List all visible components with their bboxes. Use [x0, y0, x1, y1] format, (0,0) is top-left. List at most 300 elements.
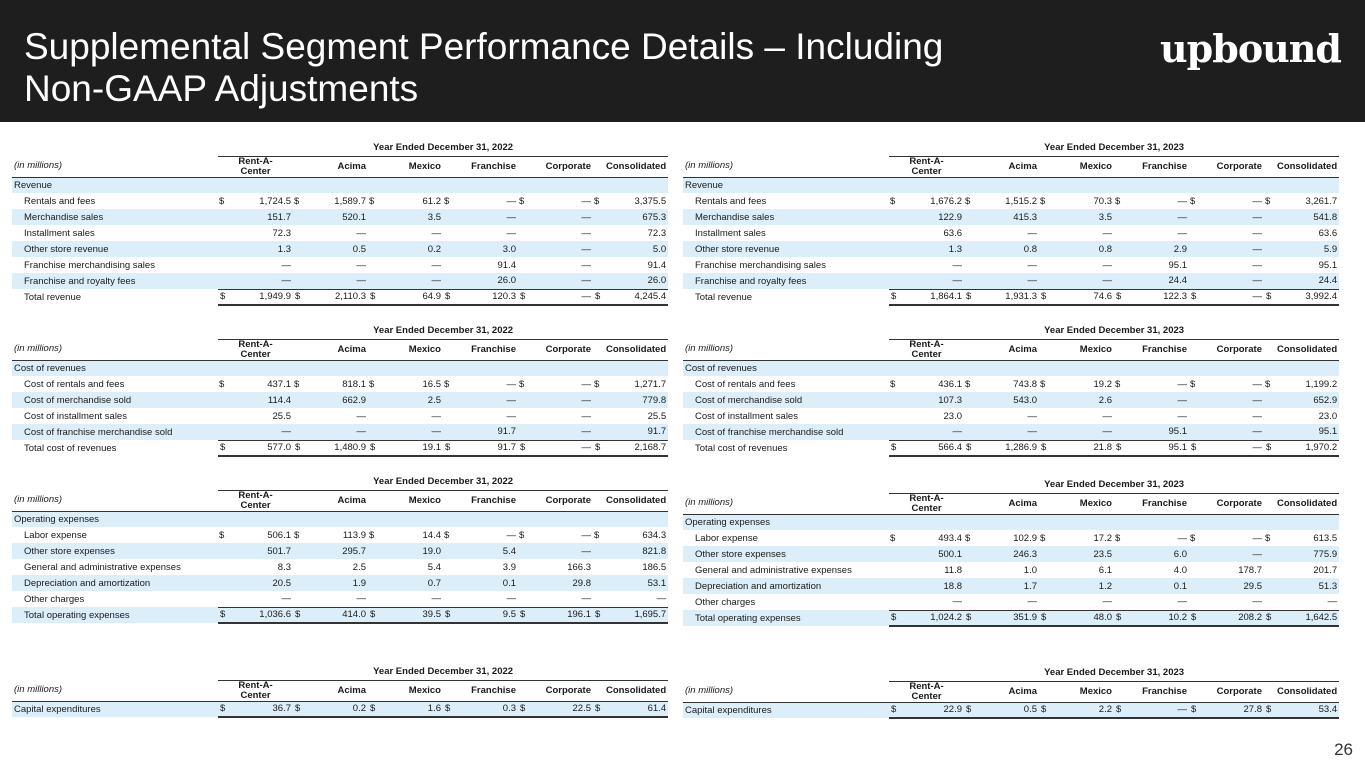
dollar-sign: $	[368, 701, 378, 717]
column-header-row	[683, 156, 1339, 177]
table-row	[683, 273, 1339, 289]
column-header-rac: Rent-A- Center	[218, 490, 293, 511]
dollar-sign	[1189, 241, 1199, 257]
dollar-sign	[218, 591, 228, 607]
cell-value: —	[506, 529, 516, 541]
dollar-sign	[889, 257, 899, 273]
dollar-sign: $	[294, 378, 300, 390]
cell-value: —	[1177, 532, 1187, 544]
dollar-sign: $	[890, 378, 896, 390]
total-value: —	[528, 440, 593, 456]
dollar-sign: $	[889, 702, 899, 718]
total-value: 74.6	[1049, 289, 1114, 305]
cell-value: 246.3	[974, 546, 1039, 562]
dollar-sign	[889, 546, 899, 562]
dollar-sign: $	[1190, 378, 1196, 390]
cell-value: 295.7	[303, 543, 368, 559]
cell-value: —	[1027, 227, 1037, 239]
dollar-sign	[368, 273, 378, 289]
cell-value: 506.1	[267, 529, 291, 541]
row-label: Cost of merchandise sold	[683, 392, 889, 408]
cell-value: —	[1199, 424, 1264, 440]
total-row	[12, 440, 668, 456]
dollar-sign: $	[1189, 702, 1199, 718]
dollar-sign	[1114, 424, 1124, 440]
cell-value: 2.6	[1049, 392, 1114, 408]
cell-value: —	[974, 273, 1039, 289]
year-header-row	[12, 140, 668, 156]
dollar-sign	[964, 562, 974, 578]
dollar-sign: $	[1265, 195, 1271, 207]
total-value: 414.0	[303, 607, 368, 623]
dollar-sign	[889, 273, 899, 289]
cell-value: —	[528, 392, 593, 408]
table-row	[12, 575, 668, 591]
cell-value: 19.0	[378, 543, 443, 559]
column-header-consolidated: Consolidated	[1264, 339, 1339, 360]
dollar-sign	[1039, 578, 1049, 594]
dollar-sign	[518, 543, 528, 559]
cell-value: 91.4	[647, 259, 667, 271]
row-label: Franchise merchandising sales	[695, 259, 826, 271]
cell-value: —	[356, 593, 366, 605]
row-label: Rentals and fees	[695, 195, 767, 207]
dollar-sign: $	[964, 702, 974, 718]
dollar-sign: $	[1039, 702, 1049, 718]
cell-value: 16.5	[422, 378, 441, 390]
cell-value: —	[1199, 241, 1264, 257]
column-header-franchise: Franchise	[1114, 493, 1189, 514]
cell-value: 201.7	[1313, 564, 1338, 576]
row-label: Merchandise sales	[12, 209, 218, 225]
dollar-sign	[368, 408, 378, 424]
table-row	[12, 209, 668, 225]
year-header-row	[12, 664, 668, 680]
cell-value: —	[581, 593, 591, 605]
cell-value: 23.0	[943, 410, 962, 422]
dollar-sign: $	[1189, 610, 1199, 626]
cell-value: —	[1252, 410, 1262, 422]
column-header-franchise: Franchise	[1114, 156, 1189, 177]
financial-table	[683, 477, 1339, 627]
total-label: Total cost of revenues	[24, 442, 117, 454]
column-header-acima: Acima	[964, 339, 1039, 360]
dollar-sign: $	[443, 701, 453, 717]
dollar-sign: $	[218, 289, 228, 305]
row-label: Labor expense	[695, 532, 758, 544]
dollar-sign	[443, 392, 453, 408]
cell-value: 20.5	[228, 575, 293, 591]
table-row	[683, 209, 1339, 225]
dollar-sign: $	[519, 529, 525, 541]
dollar-sign	[1114, 257, 1124, 273]
cell-value: —	[506, 593, 516, 605]
dollar-sign	[593, 273, 603, 289]
dollar-sign	[1039, 594, 1049, 610]
dollar-sign: $	[965, 195, 971, 207]
cell-value: 95.1	[1274, 424, 1339, 440]
table-row	[683, 241, 1339, 257]
dollar-sign	[518, 591, 528, 607]
dollar-sign: $	[1189, 440, 1199, 456]
dollar-sign	[889, 408, 899, 424]
row-label: Labor expense	[24, 529, 87, 541]
column-header-corporate: Corporate	[518, 339, 593, 360]
dollar-sign	[593, 591, 603, 607]
table-row	[12, 273, 668, 289]
dollar-sign	[1114, 273, 1124, 289]
dollar-sign	[293, 392, 303, 408]
cell-value: —	[281, 593, 291, 605]
total-value: 120.3	[453, 289, 518, 305]
year-label: Year Ended December 31, 2023	[889, 477, 1339, 493]
dollar-sign: $	[1264, 289, 1274, 305]
table-row	[12, 591, 668, 607]
dollar-sign: $	[218, 440, 228, 456]
dollar-sign	[964, 392, 974, 408]
dollar-sign	[1264, 209, 1274, 225]
year-label: Year Ended December 31, 2022	[218, 323, 668, 339]
dollar-sign	[593, 225, 603, 241]
cell-value: 0.7	[378, 575, 443, 591]
total-label: Total revenue	[24, 291, 82, 303]
section-label: Revenue	[12, 177, 668, 193]
total-value: 21.8	[1049, 440, 1114, 456]
dollar-sign: $	[1115, 195, 1121, 207]
row-label: Other charges	[24, 593, 85, 605]
dollar-sign	[518, 257, 528, 273]
total-value: 0.5	[974, 702, 1039, 718]
cell-value: —	[228, 424, 293, 440]
cell-value: 818.1	[342, 378, 366, 390]
dollar-sign: $	[1114, 702, 1124, 718]
cell-value: 63.6	[1318, 227, 1338, 239]
total-row	[12, 289, 668, 305]
cell-value: 26.0	[603, 273, 668, 289]
dollar-sign: $	[294, 195, 300, 207]
total-row	[12, 607, 668, 623]
cell-value: —	[506, 378, 516, 390]
dollar-sign: $	[593, 701, 603, 717]
cell-value: 613.5	[1313, 532, 1338, 544]
dollar-sign	[293, 424, 303, 440]
cell-value: 1,515.2	[1005, 195, 1037, 207]
cell-value: 0.8	[1049, 241, 1114, 257]
cell-value: —	[1252, 532, 1262, 544]
total-value: 64.9	[378, 289, 443, 305]
dollar-sign: $	[1114, 440, 1124, 456]
total-row	[683, 610, 1339, 626]
cell-value: —	[431, 593, 441, 605]
dollar-sign: $	[443, 440, 453, 456]
cell-value: 5.4	[427, 561, 441, 573]
cell-value: 29.8	[528, 575, 593, 591]
dollar-sign: $	[219, 378, 225, 390]
units-label: (in millions)	[12, 339, 218, 360]
cell-value: —	[1177, 195, 1187, 207]
dollar-sign	[1264, 273, 1274, 289]
column-header-row	[12, 156, 668, 177]
cell-value: —	[506, 410, 516, 422]
total-value: 196.1	[528, 607, 593, 623]
row-label: Cost of rentals and fees	[24, 378, 125, 390]
cell-value: —	[581, 529, 591, 541]
total-value: 4,245.4	[603, 289, 668, 305]
cell-value: 743.8	[1013, 378, 1037, 390]
total-label: Total revenue	[695, 291, 753, 303]
total-value: 61.4	[603, 701, 668, 717]
cell-value: —	[506, 195, 516, 207]
cell-value: —	[431, 259, 441, 271]
cell-value: 63.6	[943, 227, 962, 239]
cell-value: —	[1177, 378, 1187, 390]
dollar-sign: $	[889, 610, 899, 626]
cell-value: —	[1102, 227, 1112, 239]
dollar-sign: $	[1115, 532, 1121, 544]
dollar-sign: $	[218, 607, 228, 623]
cell-value: 779.8	[603, 392, 668, 408]
total-value: 1,970.2	[1274, 440, 1339, 456]
cell-value: 1,271.7	[634, 378, 667, 390]
total-value: 19.1	[378, 440, 443, 456]
dollar-sign: $	[964, 289, 974, 305]
table-row	[683, 424, 1339, 440]
cell-value: 2.5	[352, 561, 366, 573]
dollar-sign: $	[1264, 610, 1274, 626]
dollar-sign	[218, 257, 228, 273]
dollar-sign: $	[518, 701, 528, 717]
total-value: 95.1	[1124, 440, 1189, 456]
total-value: 1,024.2	[899, 610, 964, 626]
cell-value: —	[528, 209, 593, 225]
cell-value: —	[1177, 410, 1187, 422]
total-label: Total operating expenses	[12, 607, 218, 623]
cell-value: 493.4	[938, 532, 962, 544]
dollar-sign	[964, 578, 974, 594]
cell-value: 26.0	[453, 273, 518, 289]
cell-value: 25.5	[272, 410, 291, 422]
section-header-row	[683, 360, 1339, 376]
cell-value: 18.8	[899, 578, 964, 594]
table-row	[683, 408, 1339, 424]
dollar-sign	[368, 543, 378, 559]
row-label: Cost of merchandise sold	[12, 392, 218, 408]
financial-table	[683, 140, 1339, 306]
column-header-acima: Acima	[964, 493, 1039, 514]
column-header-rac: Rent-A- Center	[218, 339, 293, 360]
dollar-sign	[1039, 562, 1049, 578]
cell-value: 500.1	[899, 546, 964, 562]
upbound-logo: upbound	[1160, 26, 1341, 71]
dollar-sign	[889, 562, 899, 578]
row-label: Cost of rentals and fees	[695, 378, 796, 390]
dollar-sign	[889, 392, 899, 408]
cell-value: —	[656, 593, 667, 605]
column-header-consolidated: Consolidated	[593, 156, 668, 177]
total-value: 1,695.7	[603, 607, 668, 623]
dollar-sign	[964, 424, 974, 440]
units-label: (in millions)	[12, 490, 218, 511]
cell-value: 3.9	[502, 561, 516, 573]
dollar-sign	[293, 241, 303, 257]
dollar-sign	[593, 257, 603, 273]
total-label: Total cost of revenues	[695, 442, 788, 454]
column-header-acima: Acima	[293, 156, 368, 177]
dollar-sign: $	[369, 195, 375, 207]
cell-value: 51.3	[1274, 578, 1339, 594]
dollar-sign	[1189, 225, 1199, 241]
dollar-sign	[368, 591, 378, 607]
cell-value: —	[1124, 392, 1189, 408]
table-row	[683, 225, 1339, 241]
total-value: 0.3	[453, 701, 518, 717]
total-label: Capital expenditures	[683, 702, 889, 718]
table-row	[683, 594, 1339, 610]
column-header-franchise: Franchise	[1114, 339, 1189, 360]
dollar-sign	[518, 273, 528, 289]
cell-value: 91.7	[603, 424, 668, 440]
column-header-mexico: Mexico	[368, 339, 443, 360]
dollar-sign: $	[965, 378, 971, 390]
year-header-row	[12, 323, 668, 339]
dollar-sign	[1264, 546, 1274, 562]
dollar-sign	[1039, 424, 1049, 440]
dollar-sign: $	[293, 701, 303, 717]
dollar-sign: $	[890, 532, 896, 544]
dollar-sign: $	[444, 529, 450, 541]
cell-value: 0.8	[974, 241, 1039, 257]
dollar-sign	[1114, 546, 1124, 562]
cell-value: 1.3	[228, 241, 293, 257]
table-row	[683, 578, 1339, 594]
cell-value: 3.5	[1049, 209, 1114, 225]
column-header-acima: Acima	[293, 339, 368, 360]
dollar-sign	[368, 241, 378, 257]
cell-value: 3.0	[453, 241, 518, 257]
dollar-sign	[1264, 392, 1274, 408]
dollar-sign	[443, 575, 453, 591]
dollar-sign	[964, 546, 974, 562]
dollar-sign	[1114, 392, 1124, 408]
cell-value: 1.3	[899, 241, 964, 257]
table-row	[12, 543, 668, 559]
dollar-sign: $	[444, 195, 450, 207]
dollar-sign	[368, 392, 378, 408]
cell-value: 5.0	[603, 241, 668, 257]
row-label: General and administrative expenses	[695, 564, 852, 576]
table-row	[12, 257, 668, 273]
dollar-sign	[889, 225, 899, 241]
slide-title: Supplemental Segment Performance Details – Including Non-GAAP Adjustments	[24, 26, 944, 109]
dollar-sign: $	[1040, 195, 1046, 207]
table-row	[12, 527, 668, 543]
cell-value: —	[1199, 392, 1264, 408]
units-label: (in millions)	[12, 156, 218, 177]
column-header-corporate: Corporate	[1189, 681, 1264, 702]
dollar-sign	[1039, 225, 1049, 241]
column-header-acima: Acima	[964, 156, 1039, 177]
cell-value: —	[528, 273, 593, 289]
slide-header	[0, 0, 1365, 122]
cost-of-revenues-table-2022	[12, 323, 668, 457]
table-row	[12, 225, 668, 241]
total-value: 1,286.9	[974, 440, 1039, 456]
dollar-sign	[1039, 408, 1049, 424]
financial-table	[683, 323, 1339, 457]
dollar-sign	[593, 209, 603, 225]
row-label: Franchise merchandising sales	[24, 259, 155, 271]
dollar-sign	[1114, 408, 1124, 424]
dollar-sign: $	[890, 195, 896, 207]
dollar-sign	[443, 225, 453, 241]
dollar-sign: $	[1264, 440, 1274, 456]
total-value: 1,864.1	[899, 289, 964, 305]
cell-value: 72.3	[272, 227, 291, 239]
total-value: 1,949.9	[228, 289, 293, 305]
total-value: 91.7	[453, 440, 518, 456]
row-label: Installment sales	[24, 227, 95, 239]
column-header-mexico: Mexico	[1039, 493, 1114, 514]
cell-value: 186.5	[642, 561, 667, 573]
cell-value: 4.0	[1173, 564, 1187, 576]
dollar-sign	[1039, 392, 1049, 408]
dollar-sign	[1039, 257, 1049, 273]
financial-table	[12, 474, 668, 624]
dollar-sign	[1264, 257, 1274, 273]
dollar-sign: $	[593, 440, 603, 456]
table-row	[12, 424, 668, 440]
table-row	[12, 193, 668, 209]
cell-value: —	[1049, 273, 1114, 289]
cell-value: —	[528, 543, 593, 559]
column-header-rac: Rent-A- Center	[218, 680, 293, 701]
row-label: Cost of installment sales	[24, 410, 127, 422]
dollar-sign	[1264, 578, 1274, 594]
total-row	[683, 289, 1339, 305]
column-header-mexico: Mexico	[1039, 156, 1114, 177]
column-header-consolidated: Consolidated	[1264, 681, 1339, 702]
column-header-rac: Rent-A- Center	[889, 493, 964, 514]
row-label: Franchise and royalty fees	[12, 273, 218, 289]
column-header-rac: Rent-A- Center	[889, 681, 964, 702]
row-label: General and administrative expenses	[24, 561, 181, 573]
dollar-sign	[293, 559, 303, 575]
dollar-sign	[443, 408, 453, 424]
year-label: Year Ended December 31, 2022	[218, 664, 668, 680]
cell-value: 436.1	[938, 378, 962, 390]
units-label: (in millions)	[12, 680, 218, 701]
cell-value: 1,589.7	[334, 195, 366, 207]
table-row	[12, 559, 668, 575]
table-row	[683, 257, 1339, 273]
column-header-mexico: Mexico	[1039, 681, 1114, 702]
dollar-sign	[889, 578, 899, 594]
cell-value: 91.4	[497, 259, 516, 271]
table-row	[683, 193, 1339, 209]
dollar-sign	[1039, 241, 1049, 257]
dollar-sign	[1114, 209, 1124, 225]
dollar-sign	[443, 591, 453, 607]
dollar-sign: $	[1039, 610, 1049, 626]
cell-value: —	[581, 378, 591, 390]
dollar-sign	[218, 575, 228, 591]
dollar-sign	[1264, 225, 1274, 241]
dollar-sign	[443, 209, 453, 225]
section-header-row	[12, 360, 668, 376]
operating-expenses-table-2023	[683, 477, 1339, 627]
dollar-sign: $	[518, 607, 528, 623]
dollar-sign	[1189, 578, 1199, 594]
